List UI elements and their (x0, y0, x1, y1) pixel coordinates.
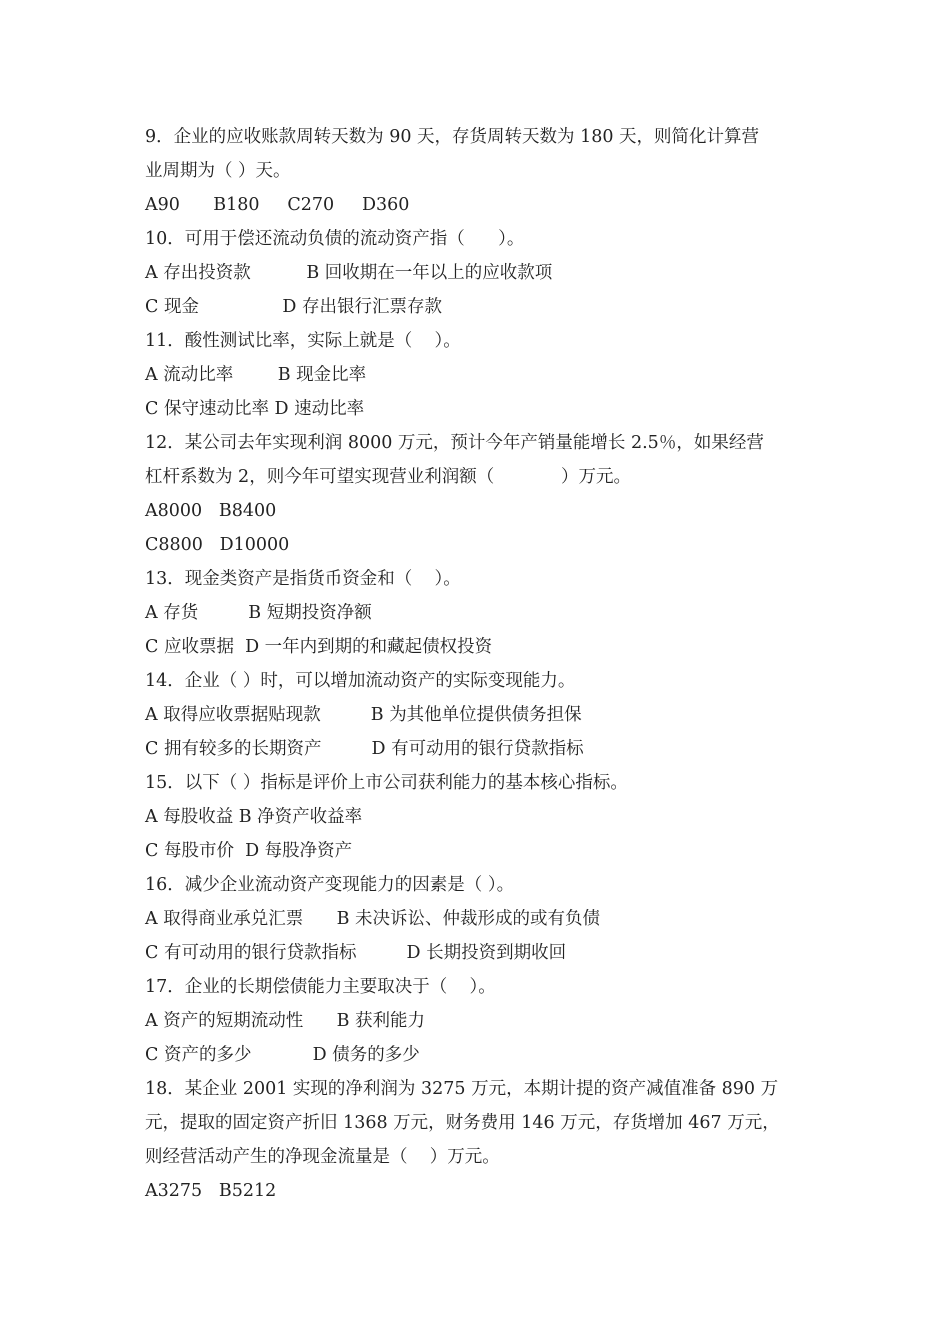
text-line: 17．企业的长期偿债能力主要取决于（ ）。 (145, 977, 496, 997)
text-line: A90 B180 C270 D360 (145, 195, 410, 215)
text-line: C 每股市价 D 每股净资产 (145, 841, 353, 861)
text-line: A 存货 B 短期投资净额 (145, 603, 372, 623)
text-line: A8000 B8400 (145, 501, 277, 521)
text-line: 13．现金类资产是指货币资金和（ ）。 (145, 569, 461, 589)
text-line: A 取得商业承兑汇票 B 未决诉讼、仲裁形成的或有负债 (145, 909, 600, 929)
document-body (145, 120, 805, 1208)
text-line: 15．以下（ ）指标是评价上市公司获利能力的基本核心指标。 (145, 773, 628, 793)
text-line: C 保守速动比率 D 速动比率 (145, 399, 365, 419)
text-line: 则经营活动产生的净现金流量是（ ）万元。 (145, 1147, 500, 1167)
text-line: 元，提取的固定资产折旧 1368 万元，财务费用 146 万元，存货增加 467 万元， (145, 1113, 780, 1133)
text-line: 10．可用于偿还流动负债的流动资产指（ ）。 (145, 229, 525, 249)
text-line: C 拥有较多的长期资产 D 有可动用的银行贷款指标 (145, 739, 584, 759)
text-line: C 现金 D 存出银行汇票存款 (145, 297, 442, 317)
text-line: A 流动比率 B 现金比率 (145, 365, 367, 385)
text-line: A 存出投资款 B 回收期在一年以上的应收款项 (145, 263, 553, 283)
text-line: A 资产的短期流动性 B 获利能力 (145, 1011, 425, 1031)
text-line: 12．某公司去年实现利润 8000 万元，预计今年产销量能增长 2.5％，如果经营 (145, 433, 764, 453)
text-line: C 有可动用的银行贷款指标 D 长期投资到期收回 (145, 943, 567, 963)
text-line: 杠杆系数为 2，则今年可望实现营业利润额（ ）万元。 (145, 467, 631, 487)
text-line: 业周期为（ ）天。 (145, 161, 291, 181)
text-line: 9．企业的应收账款周转天数为 90 天，存货周转天数为 180 天，则简化计算营 (145, 127, 760, 147)
text-line: A3275 B5212 (145, 1181, 277, 1201)
text-line: A 取得应收票据贴现款 B 为其他单位提供债务担保 (145, 705, 582, 725)
text-line: 18．某企业 2001 实现的净利润为 3275 万元，本期计提的资产减值准备 890 万 (145, 1079, 779, 1099)
text-line: 11．酸性测试比率，实际上就是（ ）。 (145, 331, 461, 351)
text-line: C 资产的多少 D 债务的多少 (145, 1045, 420, 1065)
text-line: 14．企业（ ）时，可以增加流动资产的实际变现能力。 (145, 671, 576, 691)
text-line: A 每股收益 B 净资产收益率 (145, 807, 363, 827)
text-line: 16．减少企业流动资产变现能力的因素是（ ）。 (145, 875, 515, 895)
text-line: C8800 D10000 (145, 535, 290, 555)
text-line: C 应收票据 D 一年内到期的和藏起债权投资 (145, 637, 493, 657)
